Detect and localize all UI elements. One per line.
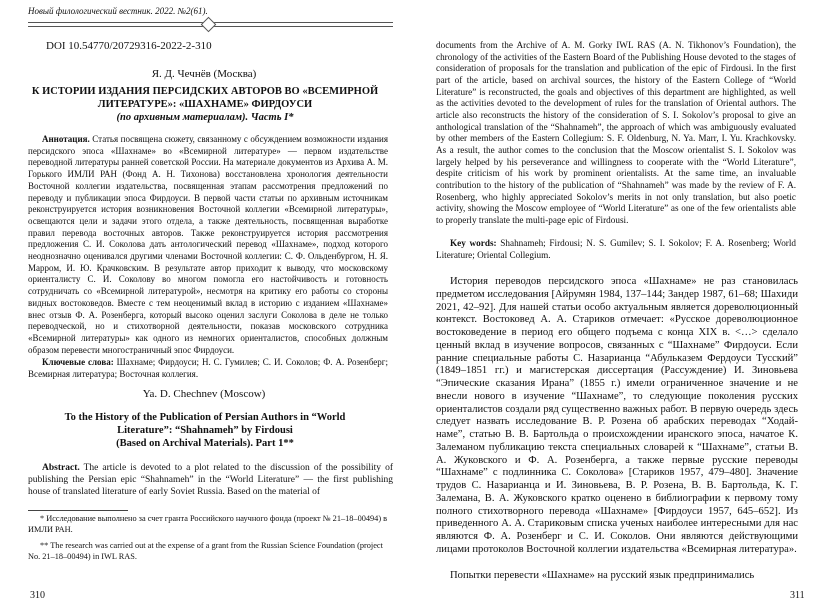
title-en-sub: (Based on Archival Materials). Part 1** [116, 438, 294, 449]
left-page [0, 0, 408, 609]
footnote-ru: * Исследование выполнено за счет гранта Российского научного фонда (проект № 21–18–00494) в ИМЛИ РАН. [28, 514, 388, 534]
footnote-rule [28, 510, 128, 511]
running-head: Новый филологический вестник. 2022. №2(61). [28, 6, 208, 16]
page-number-right: 311 [790, 590, 805, 601]
keywords-en-label: Key words: [450, 238, 497, 248]
author-ru: Я. Д. Чечнёв (Москва) [151, 68, 257, 80]
abstract-en-continued: documents from the Archive of A. M. Gorky IWL RAS (A. N. Tikhonov’s Foundation), the chronology of the activities of the Eastern Board of the Publishing House devoted to the stages of consideration of proposals for the translation and publication of the epic of Firdousi. In the first part of the article, based on archival sources, the history of the Eastern College of “World Literature” is reconstructed, the goals and objectives of this department are highlighted, as well as the activities devoted to the development of rules for the translation of Oriental authors. The article also reconstructs the history of the consideration of S. I. Sokolov’s proposal to give an anthological translation of the “Shahnameh”, the approach of which was ambiguously evaluated by other members of the Eastern Collegium: S. F. Oldenburg, N. Ya. Marr, I. Yu. Krachkovsky. As a result, the author comes to the conclusion that the Moscow orientalist S. I. Sokolov was largely helped by his perseverance and willingness to cooperate with the “World Literature”, despite criticism of his work by prominent orientalists. At the same time, an invaluable contribution to the history of the publication of “Shahnameh” was made by the review of F. A. Rosenberg, who highly appreciated Sokolov’s merits in not only translation, but also poetic activity, showing the Moscow employee of “World Literature” as one of the few orientalists able to properly translate the multi-page epic of Firdousi. [436, 40, 796, 225]
abstract-ru-label: Аннотация. [42, 134, 90, 144]
keywords-en-text: Shahnameh; Firdousi; N. S. Gumilev; S. I. Sokolov; F. A. Rosenberg; World Literature; Oriental Collegium. [436, 238, 797, 260]
abstract-en [28, 463, 393, 498]
abstract-en-label: Abstract. [42, 463, 80, 473]
footnote-en: ** The research was carried out at the expense of a grant from the Russian Science Foundation (project No. 21–18–00494) in IWL RAS. [28, 541, 383, 561]
keywords-ru-text: Шахнаме; Фирдоуси; Н. С. Гумилев; С. И. Соколов; Ф. А. Розенберг; Всемирная литература; Восточная коллегия. [28, 357, 388, 379]
article-title-ru [30, 85, 380, 124]
keywords-ru-label: Ключевые слова: [42, 357, 114, 367]
page-number-left: 310 [30, 590, 45, 601]
header-ornament-rule [28, 22, 393, 27]
abstract-ru-text: Статья посвящена сюжету, связанному с обсуждением возможности издания персидского эпоса «Шахнаме» во «Всемирной литературе» — первом издательстве переводной литературы ранней советской России. На материале документов из Архива А. М. Горького ИМЛИ РАН (Фонд А. Н. Тихонова) восстановлена хронология деятельности Восточной коллегии издательства, посвященная этапам рассмотрения предложений по переводу и публикации эпоса Фирдоуси. В первой части статьи по архивным источникам реконструируется история возникновения Восточной коллегии «Всемирной литературы», освещаются цели и задачи этого отдела, а также деятельность, посвященная выработке правил перевода восточных авторов. Также реконструируется история рассмотрения предложения С. И. Соколова дать антологический перевод «Шахнаме», подход которого неоднозначно оценивался другими членами Восточной коллегии: С. Ф. Ольденбургом, Н. Я. Марром, И. Ю. Крачковским. В результате автор приходит к выводу, что московскому ориенталисту С. И. Соколову во многом помогла его настойчивость и готовность сотрудничать со «Всемирной литературой», несмотря на критику его работы со стороны видных востоковедов. Вместе с тем неоценимый вклад в историю с изданием «Шахнаме» внес отзыв Ф. А. Розенберга, который высоко оценил заслуги Соколова в деле не только переводческой, но и стихотворной деятельности, показав московского сотрудника «Всемирной литературы» как одного из немногих ориенталистов, способных должным образом перевести многостраничный эпос Фирдоуси. [28, 134, 388, 355]
keywords-ru [28, 357, 388, 380]
abstract-en-text: The article is devoted to a plot related to the discussion of the possibility of publishing the Persian epic “Shahnameh” in the “World Literature” — the first publishing house of translated literature of early Soviet Russia. Based on the material of [28, 463, 393, 497]
right-page [410, 0, 820, 609]
doi-line: DOI 10.54770/20729316-2022-2-310 [46, 40, 212, 52]
body-paragraph-2: Попытки перевести «Шахнаме» на русский язык предпринимались [450, 570, 755, 581]
abstract-ru [28, 134, 388, 356]
article-title-en [40, 411, 370, 450]
keywords-en [436, 238, 796, 261]
title-ru-sub: (по архивным материалам). Часть I* [116, 112, 294, 123]
title-ru-main: К ИСТОРИИ ИЗДАНИЯ ПЕРСИДСКИХ АВТОРОВ ВО «ВСЕМИРНОЙ ЛИТЕРАТУРЕ»: «ШАХНАМЕ» ФИРДОУСИ [31, 86, 379, 110]
body-paragraph-1: История переводов персидского эпоса «Шахнаме» не раз становилась предметом исследования [Айрумян 1984, 137–144; Зандер 1987, 61–68; Шахиди 2021, 42–92]. Для нашей статьи особо актуальным является дореволюционный контекст. Востоковед А. А. Стариков отмечает: «Русское дореволюционное востоковедение в период его общего подъема с конца XIX в. <…> сделало ценный вклад в изучение вопросов, связанных с “Шахнаме” Фирдоуси. Если ранние специальные работы С. Назарианца “Абульказем Фердоуси Тусский” (1849–1851 гг.) и магистерская диссертация (Рассуждение) И. Зиновьева “Эпические сказания Ирана” (1855 г.) имели ограниченное значение и не внесли нового в изучение “Шахнаме”, то следующие поколения русских ориенталистов создали ряд существенно важных работ. В первую очередь здесь следует назвать исследование В. Р. Розена об арабских переводах “Ходай-наме”, статью В. В. Бартольда о происхождении иранского эпоса, начатое К. Залеманом публикацию текста специальных словарей к “Шахнаме”, статьи В. А. Жуковского и Ф. А. Розенберга, а также первые русские переводы “Шахнаме” с подлинника С. Соколова» [Стариков 1957, 479–480]. Значение трудов С. Назарианца и И. Зиновьева, В. Р. Розена, В. В. Бартольда, К. Г. Залемана, В. А. Жуковского кратко оценено в библиографии к первому тому полного стихотворного перевода «Шахнаме» [Фирдоуси 1957, 645–652]. Из приведенного А. А. Стариковым списка ученых наиболее интересными для нас являются Ф. А. Розенберг и С. И. Соколов. Они являются действующими лицами протоколов Восточной коллегии издательства «Всемирная литература». [436, 276, 798, 555]
author-en: Ya. D. Chechnev (Moscow) [142, 388, 266, 400]
title-en-main: To the History of the Publication of Persian Authors in “World Literature”: “Shahnameh” by Firdousi [64, 412, 346, 436]
